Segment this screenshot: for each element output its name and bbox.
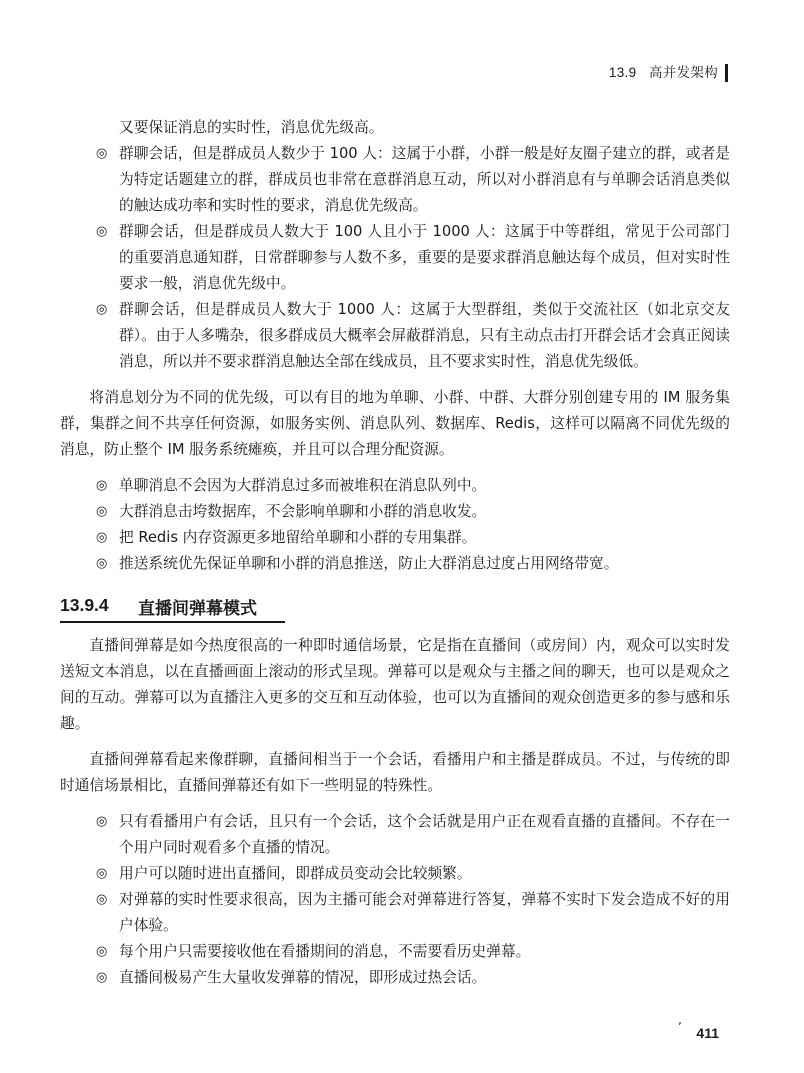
running-header [0, 65, 718, 81]
list-item [60, 887, 730, 939]
benefit-list [60, 473, 730, 577]
list-item-text: 用户可以随时进出直播间，即群成员变动会比较频繁。 [119, 865, 472, 882]
bullet-icon: ◎ [96, 944, 108, 959]
bullet-icon: ◎ [96, 530, 108, 545]
header-section-number: 13.9 [608, 65, 637, 80]
list-item-text: 单聊消息不会因为大群消息过多而被堆积在消息队列中。 [119, 477, 487, 494]
list-item [60, 809, 730, 861]
bullet-icon: ◎ [96, 224, 108, 239]
list-item-text: 把 Redis 内存资源更多地留给单聊和小群的专用集群。 [119, 529, 477, 546]
priority-paragraph: 将消息划分为不同的优先级，可以有目的地为单聊、小群、中群、大群分别创建专用的 IM 服务集群，集群之间不共享任何资源，如服务实例、消息队列、数据库、Redis，这样可以隔离不同优先级的消息，防止整个 IM 服务系统瘫痪，并且可以合理分配资源。 [60, 389, 730, 458]
list-item-text: 群聊会话，但是群成员人数大于 100 人且小于 1000 人：这属于中等群组，常见于公司部门的重要消息通知群，日常群聊参与人数不多，重要的是要求群消息触达每个成员，但对实时性要求一般，消息优先级中。 [119, 223, 730, 292]
list-item [60, 525, 730, 551]
list-item-text: 对弹幕的实时性要求很高，因为主播可能会对弹幕进行答复，弹幕不实时下发会造成不好的用户体验。 [119, 891, 730, 934]
list-item [60, 473, 730, 499]
page-tick-mark: ʼ [678, 1020, 682, 1034]
list-item [60, 297, 730, 375]
body-text [60, 115, 730, 991]
list-item [60, 219, 730, 297]
danmaku-compare-paragraph: 直播间弹幕看起来像群聊，直播间相当于一个会话，看播用户和主播是群成员。不过，与传统的即时通信场景相比，直播间弹幕还有如下一些明显的特殊性。 [60, 751, 730, 794]
list-item [60, 141, 730, 219]
bullet-icon: ◎ [96, 892, 108, 907]
page-number: 411 [696, 1025, 719, 1041]
bullet-icon: ◎ [96, 478, 108, 493]
bullet-icon: ◎ [96, 814, 108, 829]
bullet-icon: ◎ [96, 970, 108, 985]
list-item-text: 大群消息击垮数据库，不会影响单聊和小群的消息收发。 [119, 503, 487, 520]
bullet-icon: ◎ [96, 556, 108, 571]
section-title: 直播间弹幕模式 [138, 599, 257, 619]
group-size-list [60, 141, 730, 375]
danmaku-traits-list [60, 809, 730, 991]
bullet-icon: ◎ [96, 866, 108, 881]
bullet-icon: ◎ [96, 504, 108, 519]
section-heading [60, 587, 730, 627]
bullet-icon: ◎ [96, 146, 108, 161]
section-number: 13.9.4 [60, 595, 109, 615]
continued-line: 又要保证消息的实时性，消息优先级高。 [119, 119, 384, 136]
list-item [60, 939, 730, 965]
list-item-text: 每个用户只需要接收他在看播期间的消息，不需要看历史弹幕。 [119, 943, 531, 960]
section-underline [60, 621, 285, 623]
list-item-text: 直播间极易产生大量收发弹幕的情况，即形成过热会话。 [119, 969, 487, 986]
header-section-title: 高并发架构 [649, 65, 718, 81]
list-item-text: 群聊会话，但是群成员人数大于 1000 人：这属于大型群组，类似于交流社区（如北京交友群）。由于人多嘴杂，很多群成员大概率会屏蔽群消息，只有主动点击打开群会话才会真正阅读消息，所以并不要求群消息触达全部在线成员，且不要求实时性，消息优先级低。 [119, 301, 730, 370]
list-item-text: 群聊会话，但是群成员人数少于 100 人：这属于小群，小群一般是好友圈子建立的群，或者是为特定话题建立的群，群成员也非常在意群消息互动，所以对小群消息有与单聊会话消息类似的触达成功率和实时性的要求，消息优先级高。 [119, 145, 730, 214]
list-item [60, 965, 730, 991]
list-item-text: 只有看播用户有会话，且只有一个会话，这个会话就是用户正在观看直播的直播间。不存在一个用户同时观看多个直播的情况。 [119, 813, 730, 856]
bullet-icon: ◎ [96, 302, 108, 317]
danmaku-intro-paragraph: 直播间弹幕是如今热度很高的一种即时通信场景，它是指在直播间（或房间）内，观众可以实时发送短文本消息，以在直播画面上滚动的形式呈现。弹幕可以是观众与主播之间的聊天，也可以是观众之间的互动。弹幕可以为直播注入更多的交互和互动体验，也可以为直播间的观众创造更多的参与感和乐趣。 [60, 637, 730, 732]
list-item-text: 推送系统优先保证单聊和小群的消息推送，防止大群消息过度占用网络带宽。 [119, 555, 619, 572]
list-item [60, 499, 730, 525]
list-item [60, 551, 730, 577]
header-bar-mark [725, 64, 728, 82]
list-item [60, 861, 730, 887]
